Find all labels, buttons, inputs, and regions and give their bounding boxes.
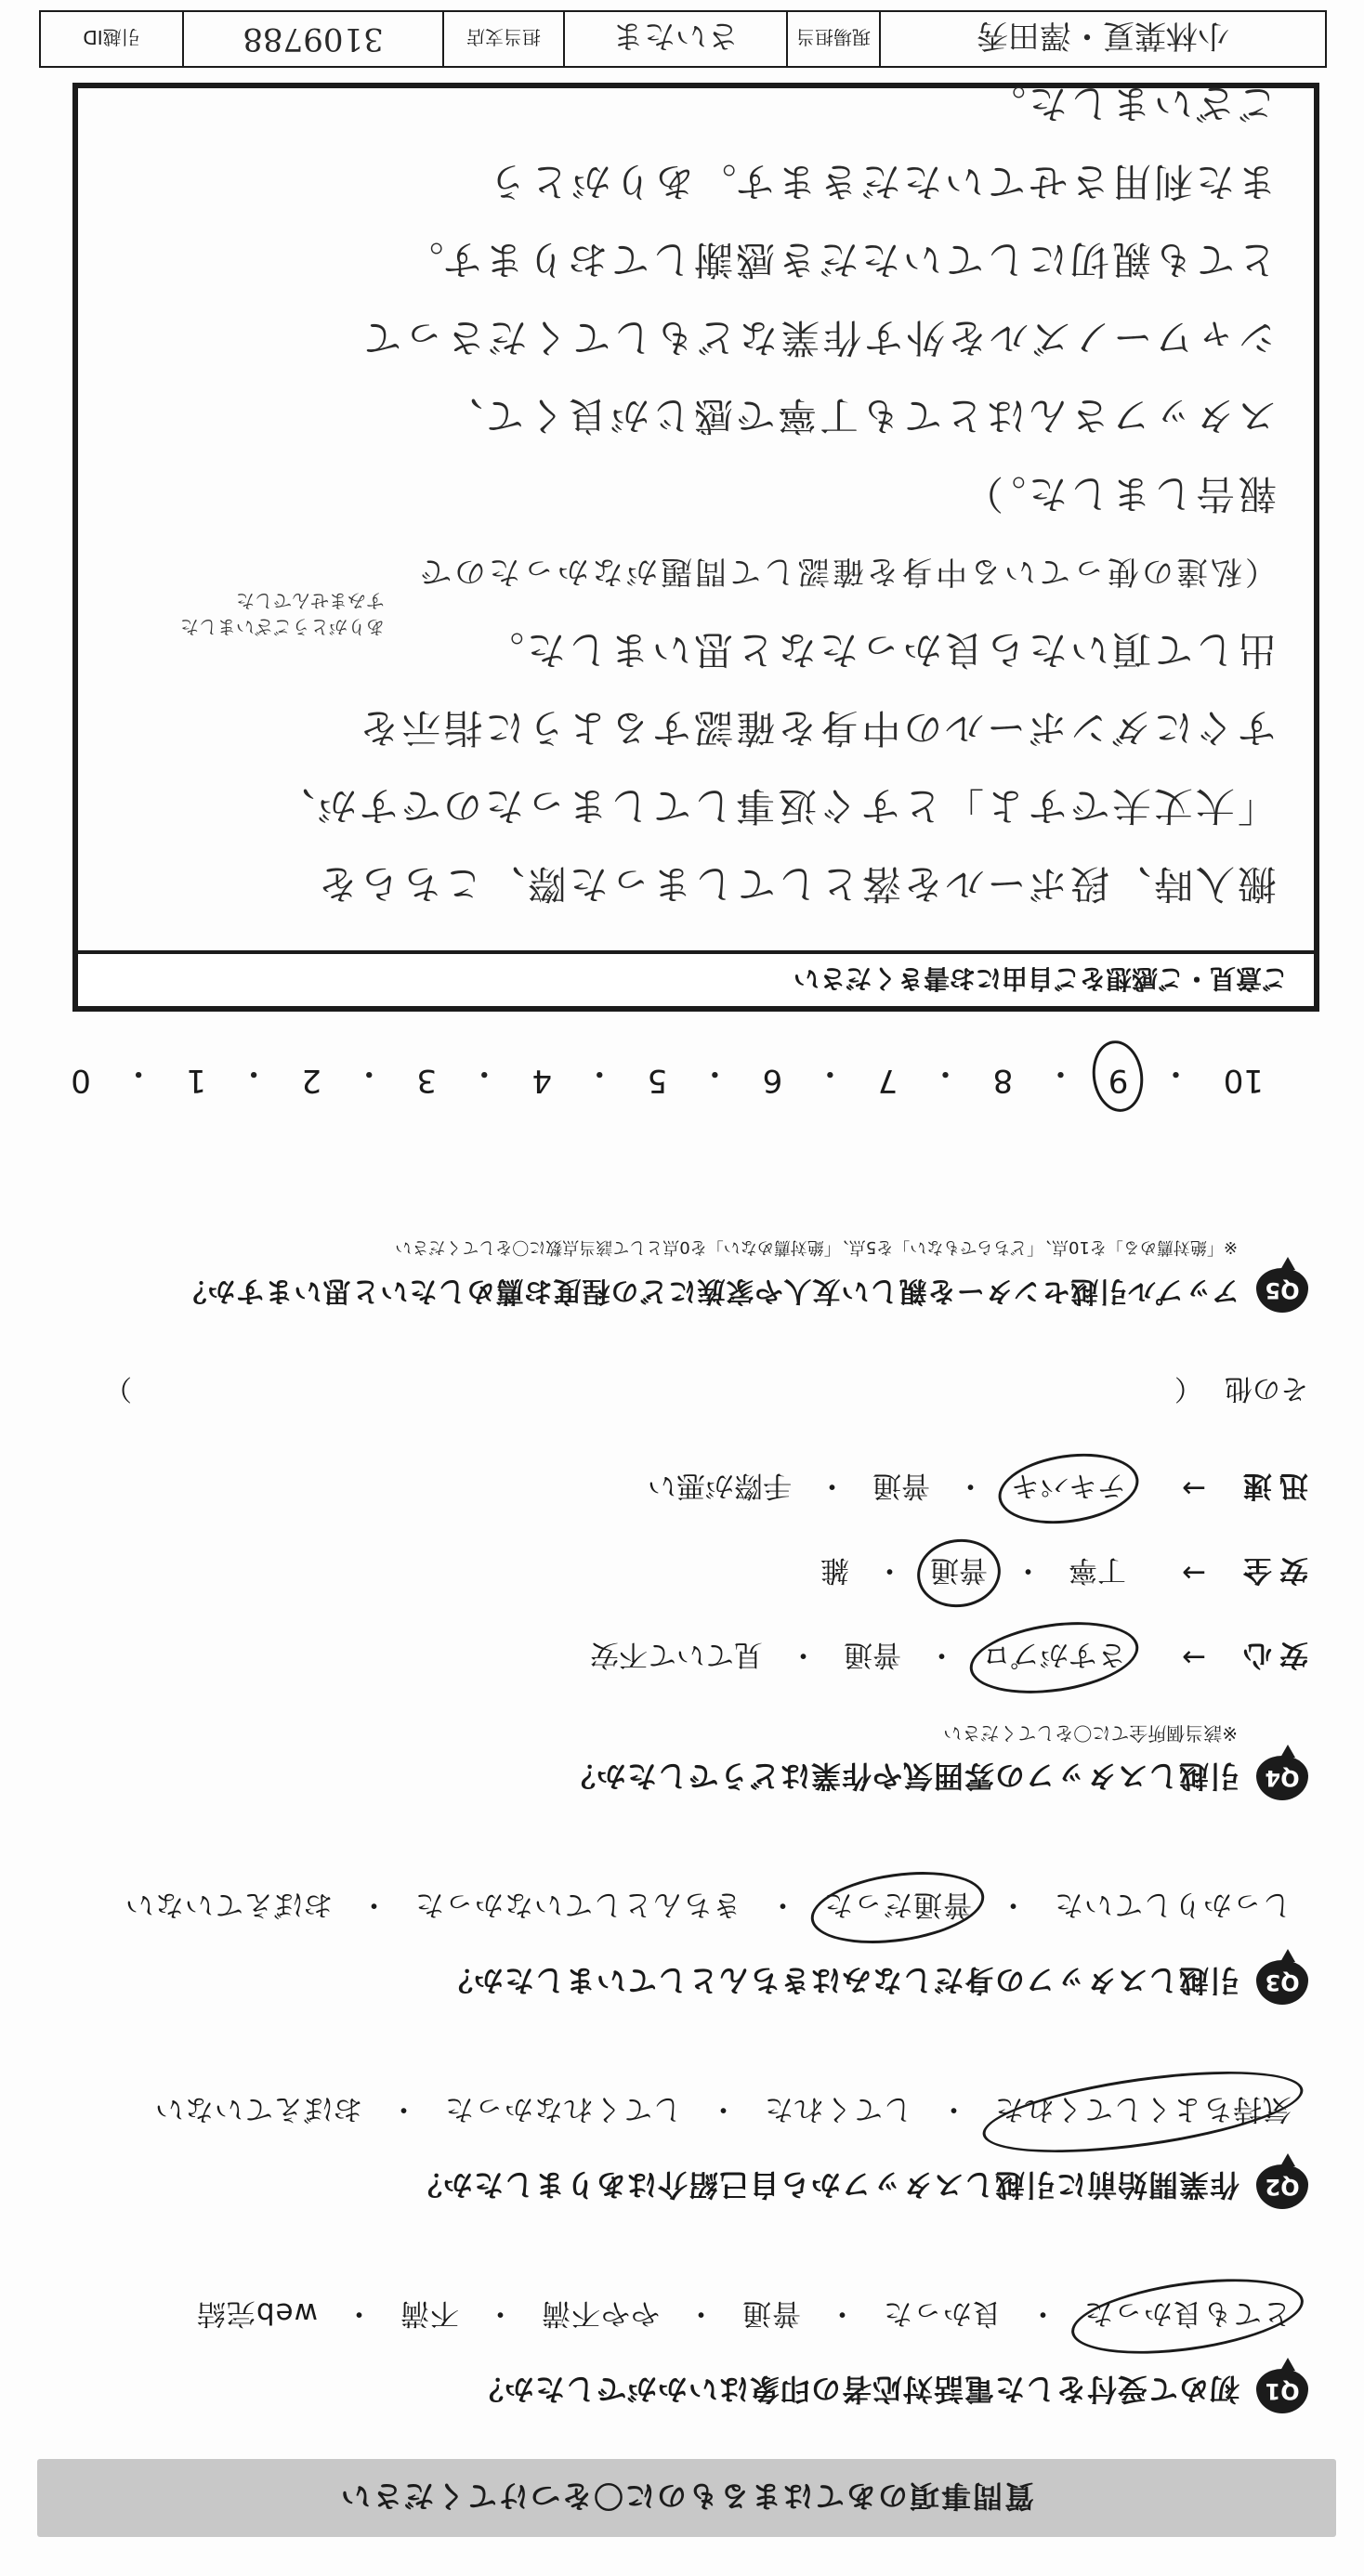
handwritten-comment [115,64,1277,922]
q4-anzen-option-2[interactable]: 普通 [925,1552,993,1594]
scale-7[interactable]: 7 [877,1062,898,1099]
q3-option-4[interactable]: おぼえていない [125,1888,333,1921]
q1-badge: Q1 [1256,2369,1308,2413]
q4-other [45,1371,1308,1412]
q2-option-1[interactable]: 気持ちよくしてくれた [989,2091,1297,2133]
q4-row-label: 安全 [1236,1553,1308,1587]
comment-line: 「大丈夫ですよ」とすぐ返事してしまったのですが、 [272,783,1277,829]
q5-note: ※「絶対薦める」を10点、「どちらでもない」を5点、「絶対薦めない」を0点として該当点数に〇をしてください [395,1237,1238,1257]
branch-label-cell [442,12,563,66]
arrow-icon: → [1182,1471,1206,1506]
q4-anzen-option-3[interactable]: 雑 [820,1553,849,1587]
staff-value-cell[interactable] [879,12,1325,66]
q3-option-1[interactable]: しっかりしていた [1054,1888,1292,1921]
question-2 [45,2091,1308,2209]
comment-line: （私達の使っている中身を確認して問題がなかったので [417,553,1277,590]
staff-label-cell [786,12,879,66]
q4-jinsoku-option-3[interactable]: 手際が悪い [648,1469,792,1502]
q4-note: ※該当個所全てに〇をしてください [943,1722,1238,1745]
q4-row-label: 迅速 [1236,1469,1308,1502]
q1-text: 初めて受付をした電話対応者の印象はいかがでしたか？ [472,2372,1239,2407]
comment-box[interactable] [72,83,1319,1012]
q1-options: とても良かった ・ 良かった ・ 普通 ・ やや不満 ・ 不満 ・ web完結 [45,2295,1308,2337]
scale-9[interactable]: 9 [1101,1053,1136,1099]
q2-badge: Q2 [1256,2164,1308,2209]
q4-row-jinsoku: 迅速 → テキパキ ・ 普通 ・ 手際が悪い [45,1468,1308,1510]
q3-text: 引越しスタッフの身だしなみはきちんとしていましたか？ [441,1963,1239,1998]
q4-anzen-option-1[interactable]: 丁寧 [1069,1553,1126,1587]
id-label: 引越ID [83,26,140,49]
q4-anshin-option-3[interactable]: 見ていて不安 [590,1638,763,1671]
question-4 [45,1371,1308,1800]
q4-jinsoku-option-2[interactable]: 普通 [872,1469,930,1502]
scale-8[interactable]: 8 [992,1062,1014,1099]
comment-line: すぐにダンボールの中身を確認するように指示を [357,705,1277,751]
q4-anshin-option-2[interactable]: 普通 [844,1638,901,1671]
q4-row-anzen: 安全 → 丁寧 ・ 普通 ・ 雑 [45,1552,1308,1594]
comment-line: 報告しました。） [961,471,1277,517]
q2-option-3[interactable]: してくれなかった [444,2092,682,2125]
arrow-icon: → [1182,1641,1206,1675]
q2-options: 気持ちよくしてくれた ・ してくれた ・ してくれなかった ・ おぼえていない [45,2091,1308,2133]
id-label-cell [41,12,182,66]
staff-value: 小林葉夏・澤田秀 [977,17,1229,55]
comment-line: ございました。 [983,81,1277,126]
q1-option-2[interactable]: 良かった [883,2296,1002,2330]
instruction-band [37,2459,1336,2537]
comment-title: ご意見・ご感想をご自由にお書きください [78,950,1314,1006]
branch-value: さいたま [612,17,739,55]
scale-1[interactable]: 1 [186,1062,206,1099]
q1-option-5[interactable]: 不満 [400,2296,459,2330]
q4-other-field[interactable]: （ ） [102,1372,1202,1405]
branch-value-cell[interactable] [563,12,786,66]
scale-2[interactable]: 2 [301,1062,321,1099]
q1-option-6[interactable]: web完結 [195,2296,318,2330]
question-1 [45,2295,1308,2413]
scale-6[interactable]: 6 [762,1062,783,1099]
margin-note: すみませんでした [236,590,385,612]
q1-option-1[interactable]: とても良かった [1078,2295,1297,2337]
q4-row-label: 安心 [1236,1638,1308,1671]
q3-option-2[interactable]: 普通だった [818,1887,977,1929]
instruction-text: 質問事項のあてはまるものに〇をつけてください [339,2478,1035,2514]
q5-badge: Q5 [1256,1268,1308,1313]
q2-option-4[interactable]: おぼえていない [154,2092,362,2125]
arrow-icon: → [1182,1556,1206,1590]
q3-option-3[interactable]: きちんとしていなかった [414,1888,741,1921]
comment-line: 出して頂いたら良かったなと思いました。 [481,627,1277,673]
q5-text: アップル引越センターを親しい友人や家族にどの程度お薦めしたいと思いますか？ [177,1275,1239,1307]
q4-anshin-option-1[interactable]: さすがプロ [977,1637,1132,1679]
branch-label: 担当支店 [466,26,541,49]
q4-jinsoku-option-1[interactable]: テキパキ [1005,1468,1132,1510]
q4-text: 引越しスタッフの雰囲気や作業はどうでしたか？ [564,1759,1239,1794]
comment-line: シャワーノズルを外す作業などもしてくださって [360,315,1277,360]
margin-note: ありがとうございました [180,616,385,638]
scale-5[interactable]: 5 [647,1062,668,1099]
q3-options: しっかりしていた ・ 普通だった ・ きちんとしていなかった ・ おぼえていない [45,1887,1308,1929]
comment-line: とても親切にしていただき感謝しております。 [401,237,1277,282]
comment-line: また利用させていただきます。ありがとう [485,159,1277,204]
q2-text: 作業開始前に引越しスタッフから自己紹介はありましたか？ [411,2167,1239,2203]
comment-line: スタッフさんはとても丁寧で感じが良くて、 [440,393,1277,438]
staff-label: 現場担当 [796,26,871,49]
q1-option-3[interactable]: 普通 [741,2296,801,2330]
footer-table [39,10,1327,68]
scale-4[interactable]: 4 [531,1062,553,1099]
comment-line: 搬入時、段ボールを落としてしまった際、こちらを [315,861,1277,907]
question-5 [45,1236,1308,1313]
id-value-cell[interactable] [182,12,442,66]
scale-3[interactable]: 3 [416,1062,438,1099]
q4-row-anshin: 安心 → さすがプロ ・ 普通 ・ 見ていて不安 [45,1637,1308,1679]
q5-scale: 10 ・ 9 ・ 8 ・ 7 ・ 6 ・ 5 ・ 4 ・ 3 ・ 2 ・ 1 ・ 0 [63,1053,1271,1099]
q4-badge: Q4 [1256,1756,1308,1800]
q1-option-4[interactable]: やや不満 [541,2296,660,2330]
q2-option-2[interactable]: してくれた [764,2092,912,2125]
id-value: 3109788 [243,20,384,58]
q4-other-label: その他 [1225,1372,1308,1405]
scale-10[interactable]: 10 [1223,1062,1264,1099]
scale-0[interactable]: 0 [71,1062,91,1099]
q3-badge: Q3 [1256,1960,1308,2005]
question-3 [45,1887,1308,2005]
